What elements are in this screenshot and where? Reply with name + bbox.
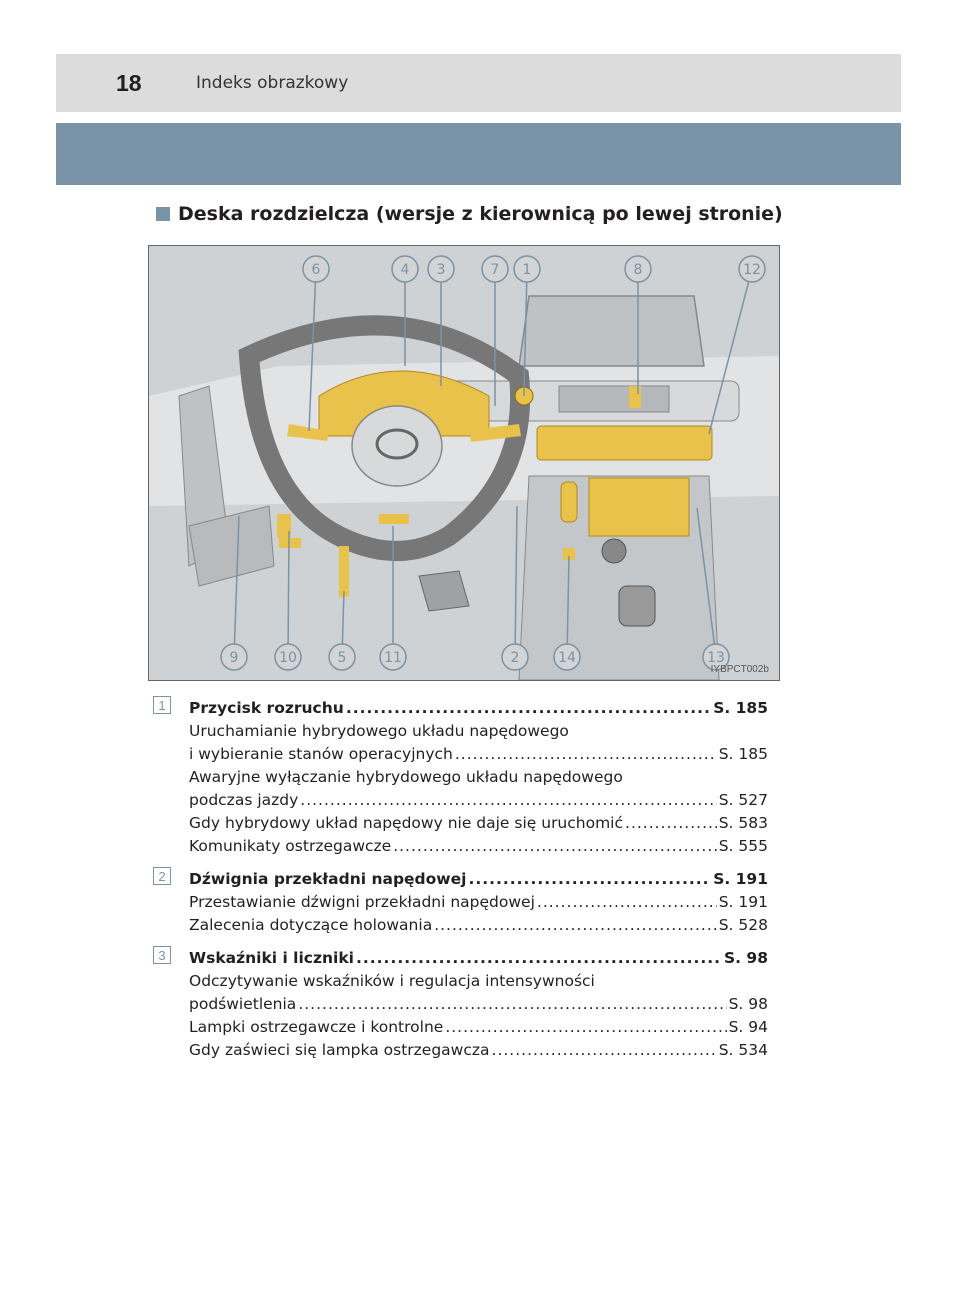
dot-leader bbox=[455, 745, 717, 763]
page-reference: S. 528 bbox=[718, 916, 768, 934]
dot-leader bbox=[468, 870, 711, 888]
page-reference: S. 527 bbox=[718, 791, 768, 809]
entry-subitem bbox=[189, 1036, 768, 1059]
dot-leader bbox=[300, 791, 716, 809]
entry-subitem-text: Odczytywanie wskaźników i regulacja intensywności bbox=[189, 972, 595, 990]
callout-leader bbox=[697, 508, 716, 657]
entry-subitem-text: Uruchamianie hybrydowego układu napędowego bbox=[189, 722, 569, 740]
callout-1 bbox=[514, 256, 540, 396]
entry-number-badge: 3 bbox=[153, 946, 171, 964]
callout-5 bbox=[329, 591, 355, 670]
entry-subitem bbox=[189, 832, 768, 855]
entry-subitem-text: podświetlenia bbox=[189, 995, 297, 1013]
callout-12 bbox=[709, 256, 765, 434]
dot-leader bbox=[393, 837, 717, 855]
callout-13 bbox=[697, 508, 729, 670]
callout-label: 8 bbox=[633, 262, 643, 278]
entry-subitem-text: Awaryjne wyłączanie hybrydowego układu napędowego bbox=[189, 768, 623, 786]
chapter-band bbox=[56, 123, 901, 185]
callout-label: 4 bbox=[400, 262, 410, 278]
callout-4 bbox=[392, 256, 418, 366]
callout-3 bbox=[428, 256, 454, 386]
entry-subitem-text: Zalecenia dotyczące holowania bbox=[189, 916, 433, 934]
callout-label: 11 bbox=[384, 650, 402, 666]
callout-leader bbox=[524, 269, 527, 396]
callout-10 bbox=[275, 531, 301, 670]
entry-title: Dźwignia przekładni napędowej bbox=[189, 870, 467, 888]
entry-subitem-text: Lampki ostrzegawcze i kontrolne bbox=[189, 1018, 444, 1036]
callout-label: 5 bbox=[337, 650, 347, 666]
entry-subitem bbox=[189, 967, 768, 990]
page-reference: S. 191 bbox=[713, 870, 768, 888]
entry-subitem bbox=[189, 888, 768, 911]
page-reference: S. 98 bbox=[723, 949, 768, 967]
callout-leader bbox=[288, 531, 289, 657]
callout-8 bbox=[625, 256, 651, 394]
entry-title: Przycisk rozruchu bbox=[189, 699, 344, 717]
page-header bbox=[56, 54, 901, 112]
page-reference: S. 94 bbox=[728, 1018, 768, 1036]
entry-subitem-text: Komunikaty ostrzegawcze bbox=[189, 837, 392, 855]
callout-6 bbox=[303, 256, 329, 431]
callout-leader bbox=[515, 506, 517, 657]
callout-14 bbox=[554, 556, 580, 670]
index-entry bbox=[153, 944, 768, 1059]
dot-leader bbox=[537, 893, 717, 911]
callout-label: 12 bbox=[743, 262, 761, 278]
callout-11 bbox=[380, 526, 406, 670]
dot-leader bbox=[625, 814, 717, 832]
dot-leader bbox=[492, 1041, 717, 1059]
entry-heading bbox=[189, 944, 768, 967]
section-heading bbox=[156, 203, 783, 225]
entry-subitem bbox=[189, 990, 768, 1013]
callout-2 bbox=[502, 506, 528, 670]
entry-subitem bbox=[189, 717, 768, 740]
entry-subitem bbox=[189, 740, 768, 763]
entry-subitem bbox=[189, 786, 768, 809]
entry-subitem bbox=[189, 911, 768, 934]
callout-layer bbox=[149, 246, 779, 680]
page-number: 18 bbox=[116, 69, 142, 96]
callout-leader bbox=[309, 269, 316, 431]
callout-leader bbox=[567, 556, 569, 657]
header-title: Indeks obrazkowy bbox=[196, 73, 349, 93]
entry-title: Wskaźniki i liczniki bbox=[189, 949, 354, 967]
entry-subitem bbox=[189, 1013, 768, 1036]
page-reference: S. 98 bbox=[728, 995, 768, 1013]
callout-label: 3 bbox=[436, 262, 446, 278]
callout-label: 9 bbox=[229, 650, 239, 666]
index-entries bbox=[153, 694, 768, 1069]
callout-leader bbox=[234, 516, 239, 657]
callout-label: 7 bbox=[490, 262, 500, 278]
dot-leader bbox=[346, 699, 711, 717]
callout-label: 13 bbox=[707, 650, 725, 666]
callout-leader bbox=[709, 269, 752, 434]
callout-label: 14 bbox=[558, 650, 576, 666]
dot-leader bbox=[445, 1018, 726, 1036]
section-marker-icon bbox=[156, 207, 170, 221]
page-reference: S. 185 bbox=[713, 699, 768, 717]
index-entry bbox=[153, 865, 768, 934]
dot-leader bbox=[434, 916, 717, 934]
page-reference: S. 191 bbox=[718, 893, 768, 911]
entry-number-badge: 1 bbox=[153, 696, 171, 714]
entry-subitem-text: Gdy hybrydowy układ napędowy nie daje się uruchomić bbox=[189, 814, 624, 832]
entry-subitem bbox=[189, 809, 768, 832]
entry-subitem-text: podczas jazdy bbox=[189, 791, 299, 809]
callout-label: 1 bbox=[522, 262, 532, 278]
page-reference: S. 534 bbox=[718, 1041, 768, 1059]
dot-leader bbox=[356, 949, 722, 967]
index-entry bbox=[153, 694, 768, 855]
callout-label: 6 bbox=[311, 262, 321, 278]
section-title: Deska rozdzielcza (wersje z kierownicą po lewej stronie) bbox=[178, 203, 783, 225]
callout-label: 2 bbox=[510, 650, 520, 666]
callout-7 bbox=[482, 256, 508, 406]
page-reference: S. 185 bbox=[718, 745, 768, 763]
page-reference: S. 555 bbox=[718, 837, 768, 855]
dot-leader bbox=[298, 995, 726, 1013]
entry-heading bbox=[189, 865, 768, 888]
page-reference: S. 583 bbox=[718, 814, 768, 832]
entry-subitem bbox=[189, 763, 768, 786]
entry-subitem-text: i wybieranie stanów operacyjnych bbox=[189, 745, 453, 763]
entry-heading bbox=[189, 694, 768, 717]
dashboard-illustration bbox=[148, 245, 780, 681]
entry-subitem-text: Gdy zaświeci się lampka ostrzegawcza bbox=[189, 1041, 490, 1059]
entry-number-badge: 2 bbox=[153, 867, 171, 885]
entry-subitem-text: Przestawianie dźwigni przekładni napędowej bbox=[189, 893, 535, 911]
callout-9 bbox=[221, 516, 247, 670]
figure-code: IYBPCT002b bbox=[710, 664, 769, 675]
callout-label: 10 bbox=[279, 650, 297, 666]
